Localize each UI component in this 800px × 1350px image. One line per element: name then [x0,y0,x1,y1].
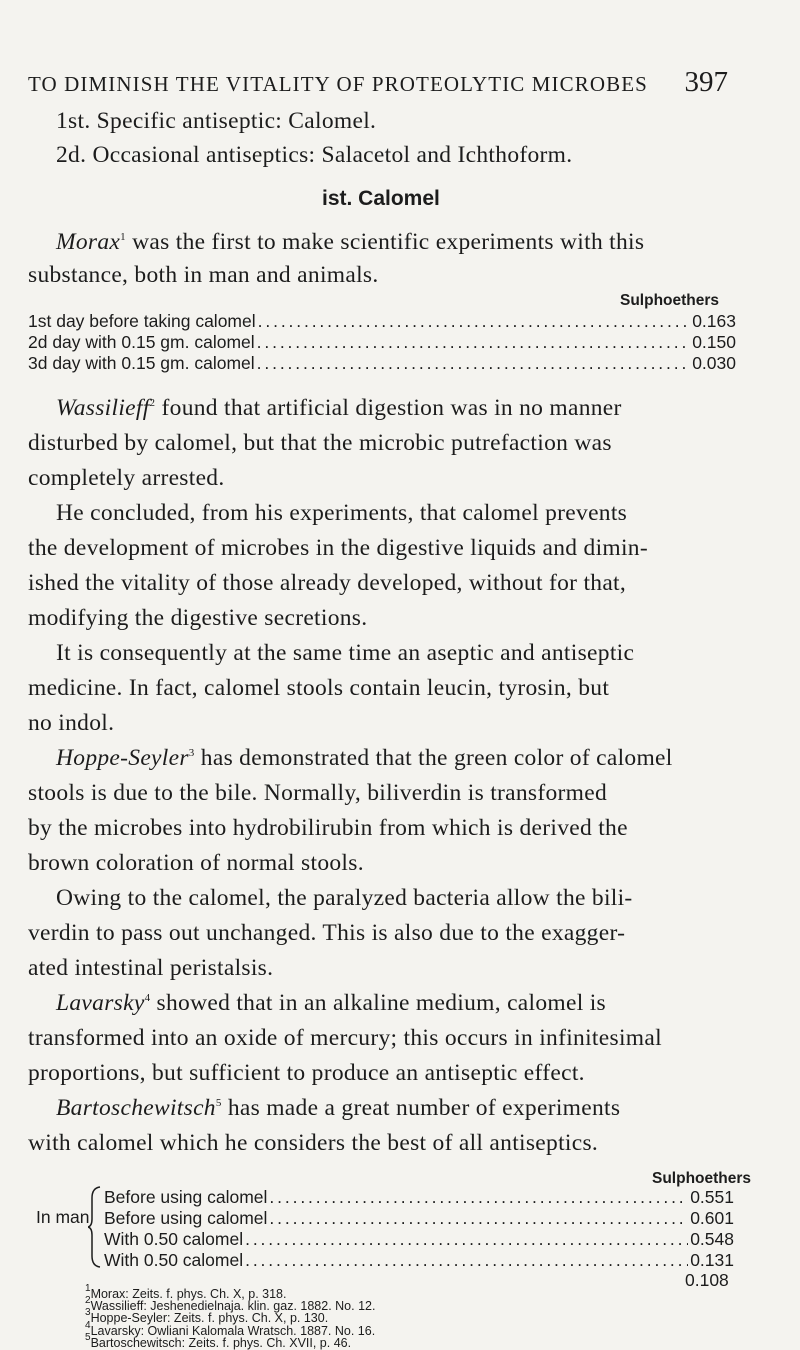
footnote-text: Wassilieff: Jeshenedielnaja. klin. gaz. 1882. No. 12. [90,1299,376,1314]
author-lavarsky: Lavarsky [56,990,145,1016]
paragraph-lavarsky-line-2: transformed into an oxide of mercury; this occurs in infinitesimal [28,1025,662,1051]
row-value: 0.030 [692,353,736,373]
paragraph-text: has made a great number of experiments [221,1095,621,1121]
table1-row [28,353,736,374]
footnote-number: 3 [85,1307,91,1319]
row-value: 0.163 [692,311,736,331]
paragraph-hoppe-line-4: brown coloration of normal stools. [28,850,364,876]
table2-row [104,1229,734,1250]
paragraph-lavarsky-line-3: proportions, but sufficient to produce an antiseptic effect. [28,1060,585,1086]
footnote-text: Hoppe-Seyler: Zeits. f. phys. Ch. X, p. 130. [90,1311,329,1326]
table2-column-header: Sulphoethers [652,1170,752,1187]
ref-marker: 4 [144,992,151,1004]
paragraph-bartoschewitsch-line-2: with calomel which he considers the best of all antiseptics. [28,1130,599,1156]
paragraph-owing-line-1: Owing to the calomel, the paralyzed bacteria allow the bili- [56,885,633,911]
paragraph-owing-line-2: verdin to pass out unchanged. This is also due to the exagger- [28,920,626,946]
paragraph-hoppe-line-1 [56,745,673,772]
table1-column-header: Sulphoethers [620,292,720,309]
ref-marker: 2 [149,397,156,409]
paragraph-lavarsky-line-1 [56,990,606,1017]
paragraph-text: found that artificial digestion was in no manner [155,395,622,421]
paragraph-aseptic-line-2: medicine. In fact, calomel stools contain leucin, tyrosin, but [28,675,610,701]
paragraph-owing-line-3: ated intestinal peristalsis. [28,955,274,981]
row-value: 0.548 [690,1229,734,1249]
row-value: 0.551 [690,1187,734,1207]
row-value: 0.601 [690,1208,734,1228]
author-morax: Morax [56,229,121,255]
footnote-text: Lavarsky: Owliani Kalomala Wratsch. 1887. No. 16. [90,1323,376,1338]
intro-item-2: 2d. Occasional antiseptics: Salacetol and Ichthoform. [56,142,573,168]
table2-group-label: In man [36,1207,90,1227]
brace-icon [88,1186,102,1268]
paragraph-concluded-line-4: modifying the digestive secretions. [28,605,368,631]
paragraph-morax-line-2: substance, both in man and animals. [28,262,379,288]
table1-row [28,311,736,332]
footnote [85,1331,352,1350]
table2-extra-value: 0.108 [685,1270,729,1290]
footnote-number: 5 [85,1331,91,1343]
paragraph-wassilieff-line-3: completely arrested. [28,465,225,491]
paragraph-hoppe-line-3: by the microbes into hydrobilirubin from which is derived the [28,815,628,841]
author-bartoschewitsch: Bartoschewitsch [56,1095,216,1121]
ref-marker: 5 [215,1097,222,1109]
paragraph-morax-line-1 [56,229,756,256]
paragraph-wassilieff-line-2: disturbed by calomel, but that the microbic putrefaction was [28,430,612,456]
paragraph-text: was the first to make scientific experiments with this [125,229,645,255]
intro-item-1: 1st. Specific antiseptic: Calomel. [56,108,377,134]
table1-row [28,332,736,353]
page-number: 397 [684,66,728,98]
footnote-number: 1 [85,1283,91,1294]
paragraph-concluded-line-3: ished the vitality of those already developed, without for that, [28,570,627,596]
footnote-text: Morax: Zeits. f. phys. Ch. X, p. 318. [90,1287,287,1301]
paragraph-bartoschewitsch-line-1 [56,1095,620,1122]
table2-row [104,1208,734,1229]
paragraph-text: showed that in an alkaline medium, calomel is [150,990,606,1016]
row-value: 0.131 [690,1250,734,1270]
row-label: With 0.50 calomel [104,1250,244,1270]
ref-marker: 1 [120,231,126,243]
section-heading: ist. Calomel [322,187,440,210]
author-hoppe-seyler: Hoppe-Seyler [56,745,189,771]
table2-row [104,1250,734,1271]
paragraph-aseptic-line-1: It is consequently at the same time an aseptic and antiseptic [56,640,635,666]
paragraph-wassilieff-line-1 [56,395,622,422]
row-value: 0.150 [692,332,736,352]
running-title: TO DIMINISH THE VITALITY OF PROTEOLYTIC MICROBES [28,72,648,96]
footnote-number: 2 [85,1295,91,1307]
row-label: Before using calomel [104,1187,268,1207]
ref-marker: 3 [188,747,195,759]
footnote-text: Bartoschewitsch: Zeits. f. phys. Ch. XVII, p. 46. [90,1335,352,1350]
author-wassilieff: Wassilieff [56,395,150,421]
footnote-number: 4 [85,1319,91,1331]
row-label: 2d day with 0.15 gm. calomel [28,332,255,352]
paragraph-concluded-line-1: He concluded, from his experiments, that calomel prevents [56,500,628,526]
row-label: 1st day before taking calomel [28,311,256,331]
table2-row [104,1187,734,1208]
paragraph-text: has demonstrated that the green color of calomel [194,745,673,771]
paragraph-concluded-line-2: the development of microbes in the digestive liquids and dimin- [28,535,648,561]
row-label: Before using calomel [104,1208,268,1228]
paragraph-aseptic-line-3: no indol. [28,710,115,736]
page-header [28,66,728,100]
row-label: 3d day with 0.15 gm. calomel [28,353,255,373]
paragraph-hoppe-line-2: stools is due to the bile. Normally, biliverdin is transformed [28,780,608,806]
row-label: With 0.50 calomel [104,1229,244,1249]
